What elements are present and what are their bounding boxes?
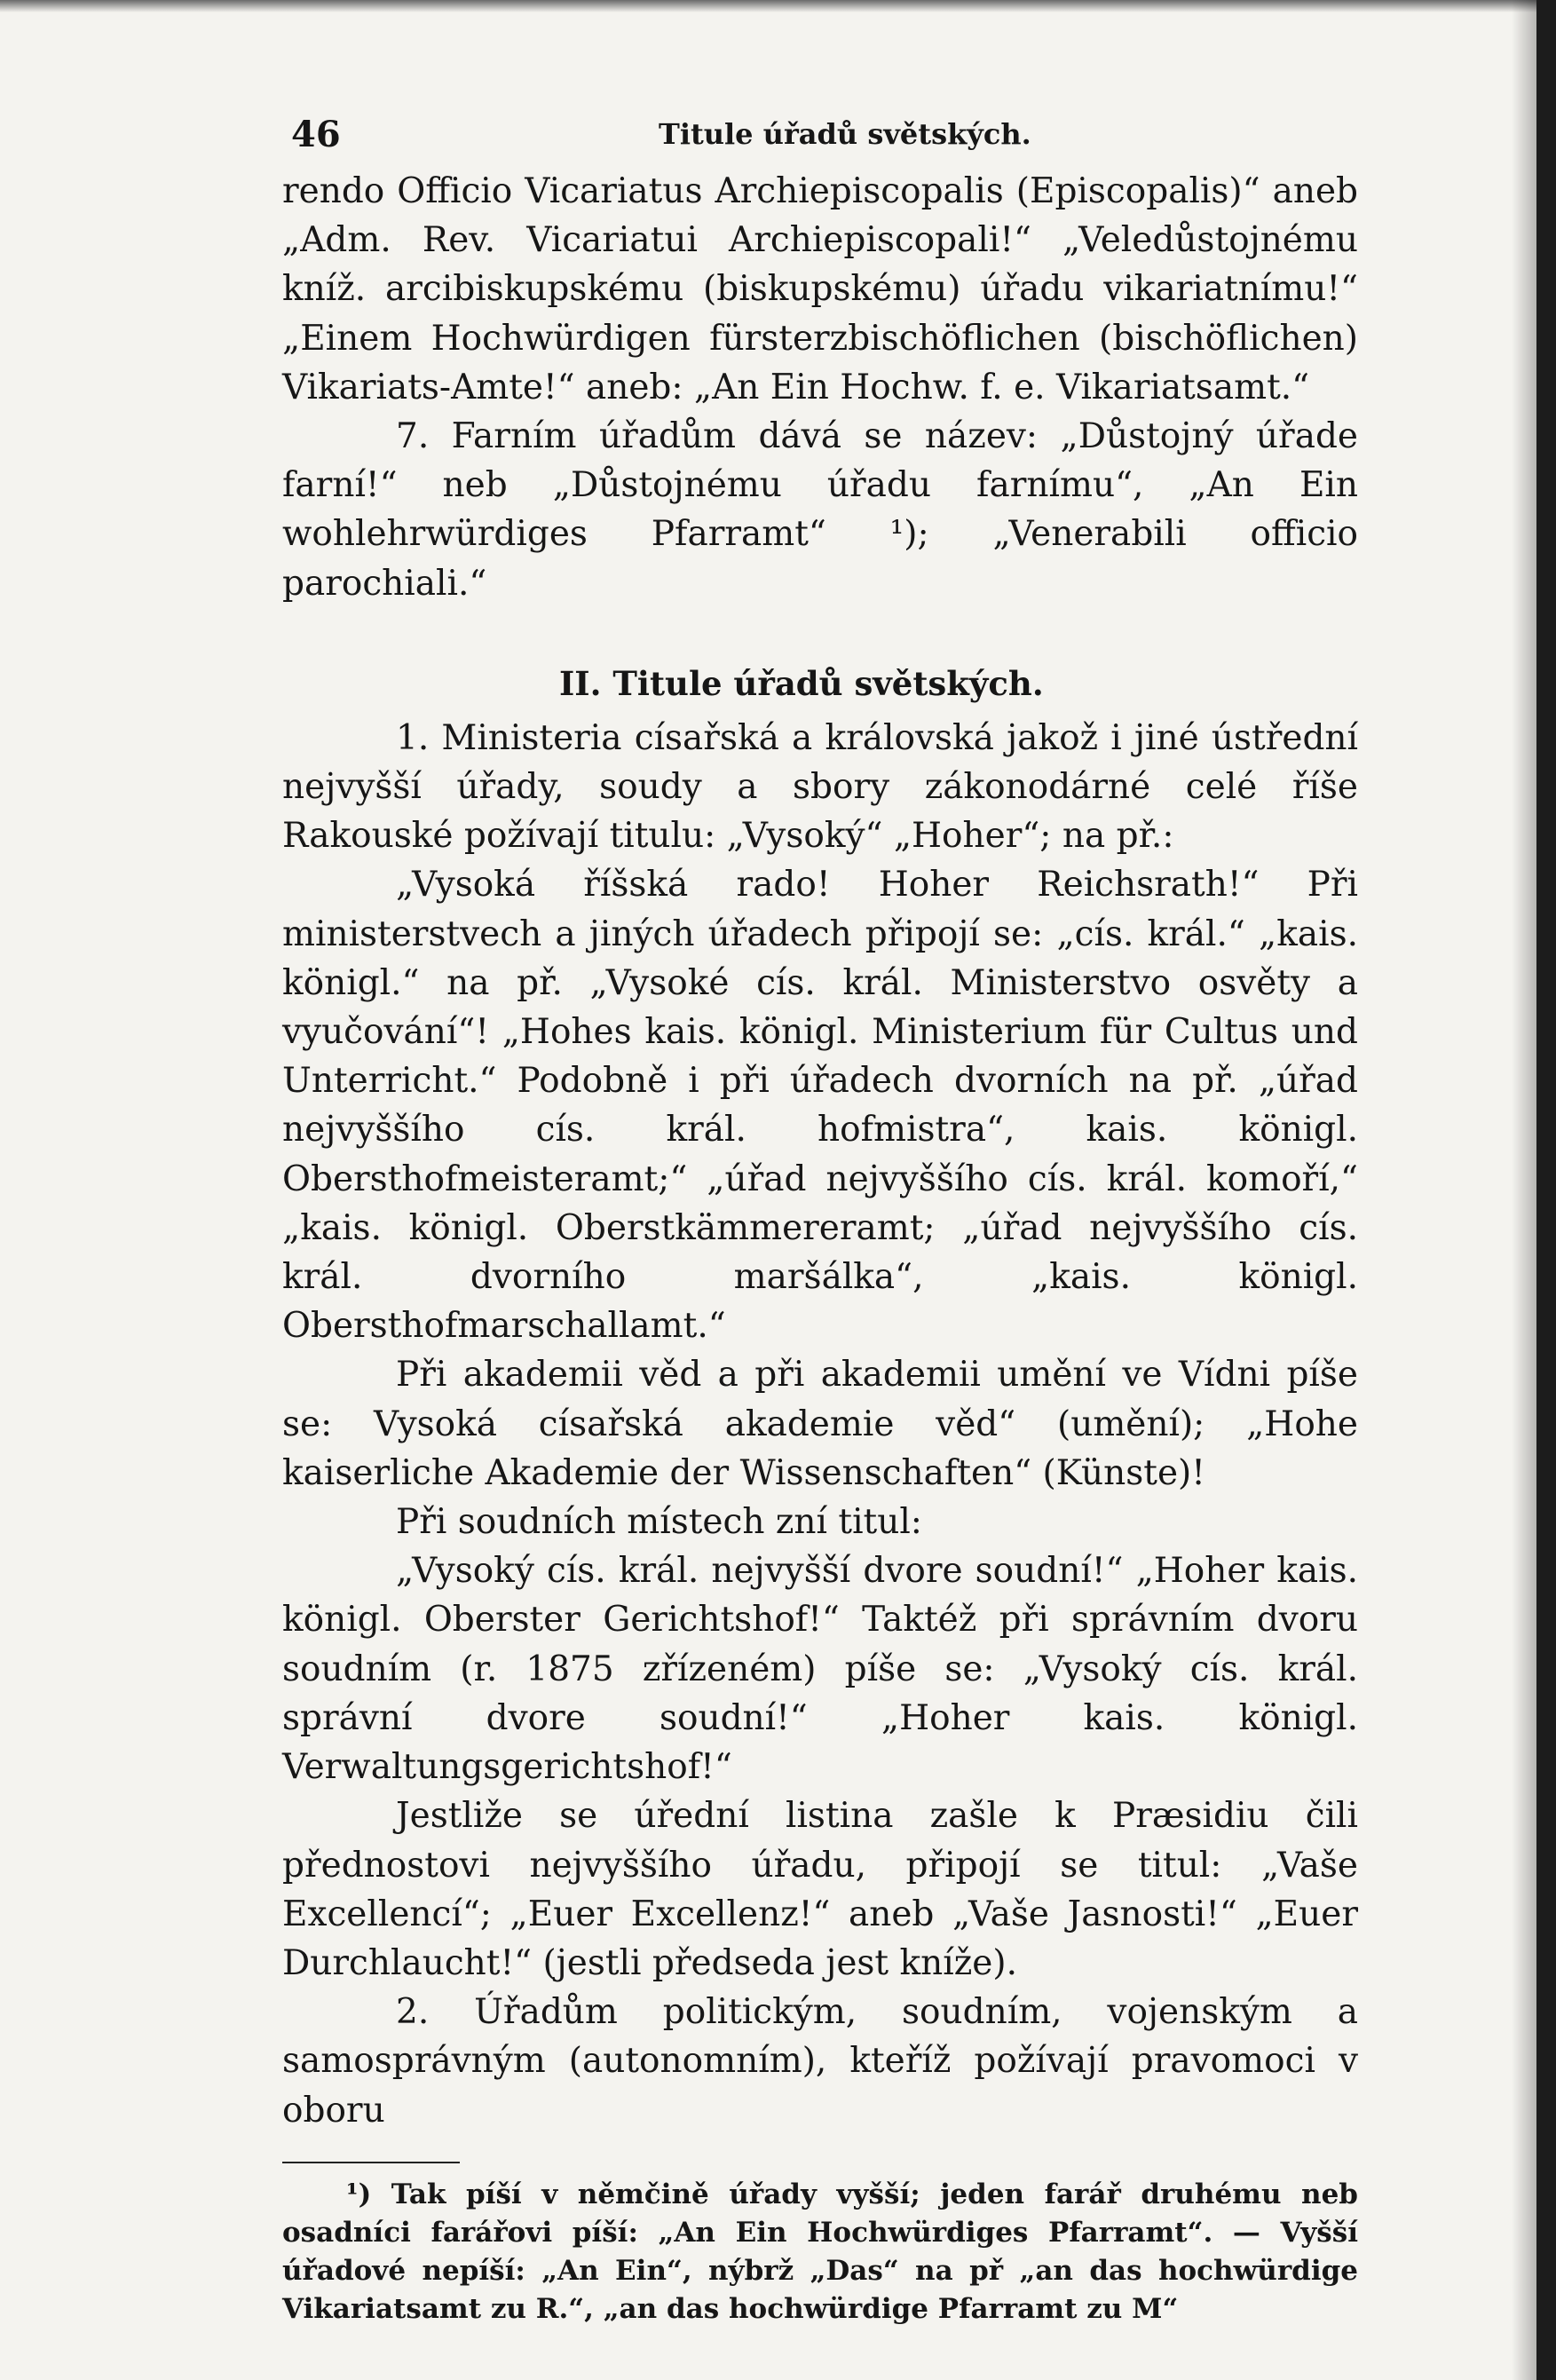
paragraph-uradum-politickym: 2. Úřadům politickým, soudním, vojenským a samosprávným (autonomním), kteříž požívají pravomoci v oboru <box>282 1992 1358 2131</box>
section-heading: II. Titule úřadů světských. <box>559 663 1044 703</box>
paragraph-soudni-mista: Při soudních místech zní titul: <box>396 1502 922 1543</box>
running-title: Titule úřadů světských. <box>659 117 1031 151</box>
paragraph-farni-urady: 7. Farním úřadům dává se název: „Důstojný úřade farní!“ neb „Důstojnému úřadu farnímu“, „An Ein wohlehrwürdiges Pfarramt“ ¹); „Venerabili officio parochiali.“ <box>282 416 1358 604</box>
paragraph-nejvyssi-soud: „Vysoký cís. král. nejvyšší dvore soudní!“ „Hoher kais. königl. Oberster Gerichtshof!“ Taktéž při správním dvoru soudním (r. 1875 zřízeném) píše se: „Vysoký cís. král. správní dvore soudní!“ „Hoher kais. königl. Verwaltungsgerichtshof!“ <box>282 1551 1358 1788</box>
paragraph-continuation: rendo Officio Vicariatus Archiepiscopalis (Episcopalis)“ aneb „Adm. Rev. Vicariatui Archiepiscopali!“ „Veledůstojnému kníž. arcibiskupskému (biskupskému) úřadu vikariatnímu!“ „Einem Hochwürdigen fürsterzbischöflichen (bischöflichen) Vikariats-Amte!“ aneb: „An Ein Hochw. f. e. Vikariatsamt.“ <box>282 171 1358 407</box>
page-number: 46 <box>291 114 341 155</box>
book-page <box>282 114 1358 2329</box>
footnotes <box>282 2176 1358 2329</box>
paragraph-ministeria: 1. Ministeria císařská a královská jakož i jiné ústřední nejvyšší úřady, soudy a sbory zákonodárné celé říše Rakouské požívají titulu: „Vysoký“ „Hoher“; na př.: <box>282 717 1358 857</box>
footnote-divider <box>282 2162 460 2163</box>
scan-edge-right <box>1536 0 1556 2380</box>
paragraph-akademie: Při akademii věd a při akademii umění ve Vídni píše se: Vysoká císařská akademie věd“ (umění); „Hohe kaiserliche Akademie der Wissenschaften“ (Künste)! <box>282 1355 1358 1493</box>
page-header <box>282 114 1358 167</box>
footnote-1: ¹) Tak píší v němčině úřady vyšší; jeden farář druhému neb osadníci farářovi píší: „An Ein Hochwürdiges Pfarramt“. — Vyšší úřadové nepíší: „An Ein“, nýbrž „Das“ na př „an das hochwürdige Vikariatsamt zu R.“, „an das hochwürdige Pfarramt zu M“ <box>282 2178 1358 2325</box>
body-text <box>282 167 1358 2135</box>
paragraph-praesidium: Jestliže se úřední listina zašle k Præsidiu čili přednostovi nejvyššího úřadu, připojí se titul: „Vaše Excellencí“; „Euer Excellenz!“ aneb „Vaše Jasnosti!“ „Euer Durchlaucht!“ (jestli předseda jest kníže). <box>282 1796 1358 1983</box>
scan-edge-top <box>0 0 1556 12</box>
scan-edge-shadow <box>1512 0 1536 2380</box>
paragraph-reichsrath: „Vysoká říšská rado! Hoher Reichsrath!“ Při ministerstvech a jiných úřadech připojí se: „cís. král.“ „kais. königl.“ na př. „Vysoké cís. král. Ministerstvo osvěty a vyučování“! „Hohes kais. königl. Ministerium für Cultus und Unterricht.“ Podobně i při úřadech dvorních na př. „úřad nejvyššího cís. král. hofmistra“, kais. königl. Obersthofmeisteramt;“ „úřad nejvyššího cís. král. komoří,“ „kais. königl. Oberstkämmereramt; „úřad nejvyššího cís. král. dvorního maršálka“, „kais. königl. Obersthofmarschallamt.“ <box>282 865 1358 1347</box>
